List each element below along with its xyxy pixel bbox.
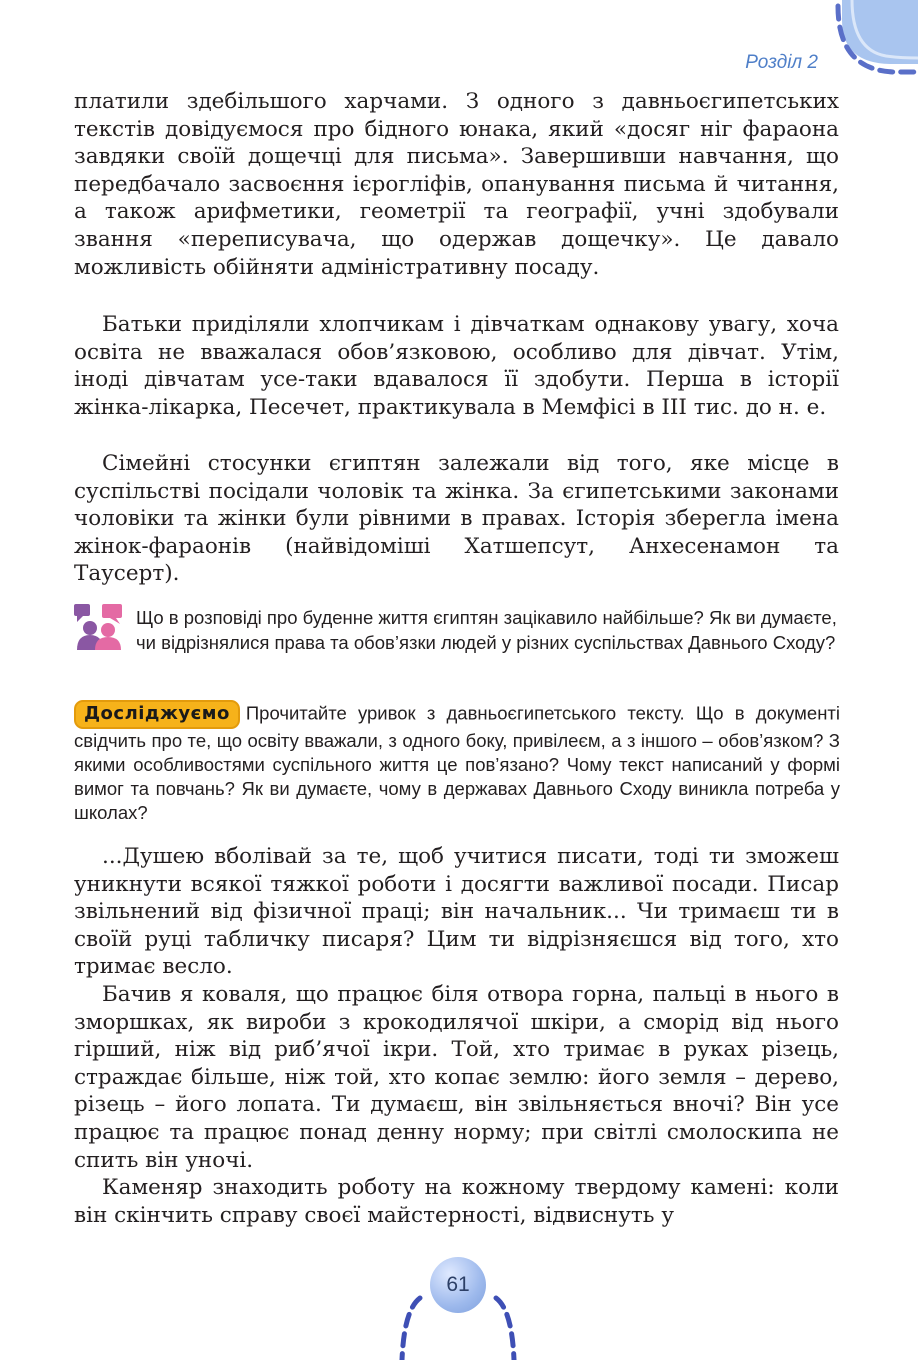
section-label: Розділ 2 [745,52,818,73]
discussion-people-icon [74,604,124,650]
research-badge: Досліджуємо [74,700,240,729]
research-task [74,700,840,825]
excerpt-paragraph: ...Душею вболівай за те, щоб учитися писати, тоді ти зможеш уникнути всякої тяжкої роботи і досягти важливої посади. Писар звільнений від фізичної праці; він начальник... Чи тримаєш ти в своїй руці табличку писаря? Цим ти відрізняєшся від того, хто тримає весло. [74,844,839,980]
paragraph: Сімейні стосунки єгиптян залежали від того, яке місце в суспільстві посідали чоловік та жінка. За єгипетськими законами чоловіки та жінки були рівними в правах. Історія зберегла імена жінок-фараонів (найвідоміші Хатшепсут, Анхесенамон та Таусерт). [74,451,839,587]
page-number: 61 [430,1257,486,1313]
paragraph: платили здебільшого харчами. З одного з давньоєгипетських текстів довідуємося про бідного юнака, який «досяг ніг фараона завдяки своїй дощечці для письма». Завершивши навчання, що передбачало засвоєння ієрогліфів, опанування письма й читання, а також арифметики, геометрії та географії, учні здобували звання «переписувача, що одержав дощечку». Це давало можливість обійняти адміністративну посаду. [74,89,839,280]
paragraph: Батьки приділяли хлопчикам і дівчаткам однакову увагу, хоча освіта не вважалася обов’язковою, особливо для дівчат. Утім, іноді дівчатам усе-таки вдавалося її здобути. Перша в історії жінка-лікарка, Песечет, практикувала в Мемфісі в ІІІ тис. до н. е. [74,312,839,420]
research-text: Прочитайте уривок з давньоєгипетського тексту. Що в документі свідчить про те, що освіту вважали, з одного боку, привілеєм, а з іншого – обов’язком? З якими особливостями суспільного життя це пов’язано? Чому текст написаний у формі вимог та повчань? Як ви думаєте, чому в державах Давнього Сходу виникла потреба у школах? [74,702,840,823]
corner-tab-decoration [834,0,918,78]
excerpt-paragraph: Каменяр знаходить роботу на кожному твердому камені: коли він скінчить справу своєї майстерності, відвиснуть у [74,1175,839,1228]
question-text: Що в розповіді про буденне життя єгиптян зацікавило найбільше? Як ви думаєте, чи відрізнялися права та обов’язки людей у різних суспільствах Давнього Сходу? [136,607,837,653]
excerpt-paragraph: Бачив я коваля, що працює біля отвора горна, пальці в нього в зморшках, як вироби з крокодилячої шкіри, а сморід від нього гірший, ніж від риб’ячої ікри. Той, хто тримає в руках різець, страждає більше, ніж той, хто копає землю: його земля – дерево, різець – його лопата. Ти думаєш, він звільняється вночі? Він усе працює та працює понад денну норму; при світлі смолоскипа не спить він уночі. [74,982,839,1173]
